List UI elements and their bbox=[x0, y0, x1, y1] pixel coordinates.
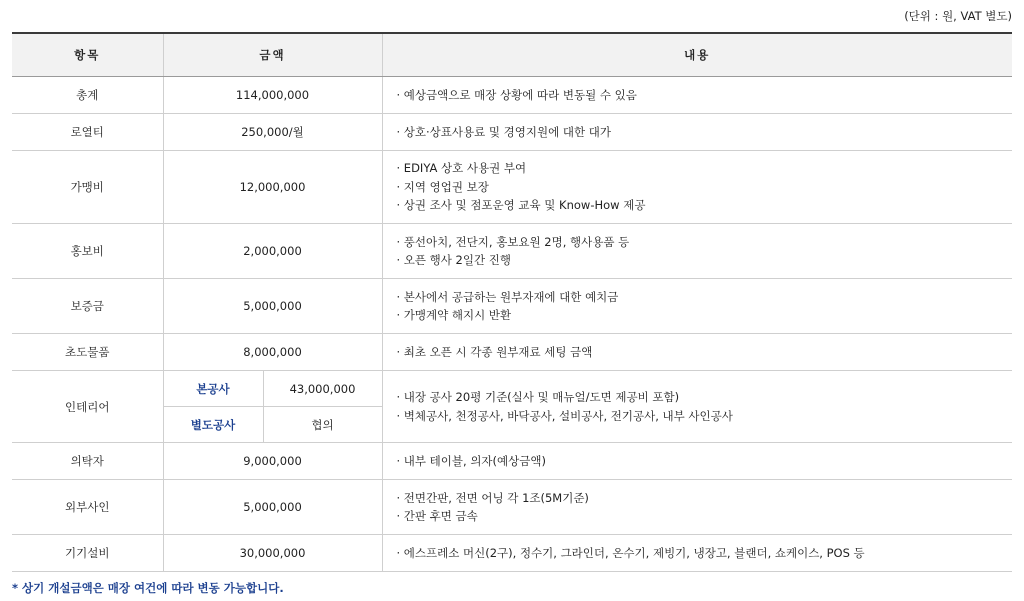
content-line: · 풍선아치, 전단지, 홍보요원 2명, 행사용품 등 bbox=[396, 234, 630, 249]
table-row bbox=[12, 443, 1012, 480]
franchise-cost-table bbox=[12, 32, 1012, 572]
row-amount: 5,000,000 bbox=[163, 279, 382, 334]
row-content bbox=[382, 151, 1012, 224]
row-amount: 250,000/월 bbox=[163, 114, 382, 151]
row-amount: 8,000,000 bbox=[163, 334, 382, 371]
unit-note: (단위 : 원, VAT 별도) bbox=[904, 9, 1012, 23]
sub-label-main-construction: 본공사 bbox=[163, 371, 263, 407]
row-item: 보증금 bbox=[12, 279, 163, 334]
row-item: 가맹비 bbox=[12, 151, 163, 224]
content-line: · 오픈 행사 2일간 진행 bbox=[396, 253, 511, 267]
row-content bbox=[382, 224, 1012, 279]
sub-label-separate-construction: 별도공사 bbox=[163, 407, 263, 443]
content-line: · 가맹계약 해지시 반환 bbox=[396, 308, 512, 322]
footnote: * 상기 개설금액은 매장 여건에 따라 변동 가능합니다. bbox=[12, 581, 284, 595]
content-line: · 지역 영업권 보장 bbox=[396, 179, 489, 194]
content-line: · 내장 공사 20평 기준(실사 및 매뉴얼/도면 제공비 포함) bbox=[396, 390, 680, 404]
row-content bbox=[382, 77, 1012, 114]
content-line: · 상호·상표사용료 및 경영지원에 대한 대가 bbox=[396, 124, 611, 139]
content-line: · 본사에서 공급하는 원부자재에 대한 예치금 bbox=[396, 289, 619, 304]
content-line: · 간판 후면 금속 bbox=[396, 509, 478, 523]
header-content: 내용 bbox=[382, 33, 1012, 77]
row-amount: 9,000,000 bbox=[163, 443, 382, 480]
row-amount: 114,000,000 bbox=[163, 77, 382, 114]
table-row bbox=[12, 77, 1012, 114]
content-line: · 상권 조사 및 점포운영 교육 및 Know-How 제공 bbox=[396, 198, 646, 213]
row-content bbox=[382, 334, 1012, 371]
row-content-interior bbox=[382, 371, 1012, 443]
row-item: 외부사인 bbox=[12, 480, 163, 535]
row-content bbox=[382, 480, 1012, 535]
table-row bbox=[12, 535, 1012, 572]
content-line: · 최초 오픈 시 각종 원부재료 세팅 금액 bbox=[396, 344, 593, 359]
row-item: 홍보비 bbox=[12, 224, 163, 279]
row-item: 의탁자 bbox=[12, 443, 163, 480]
sub-amount-main-construction: 43,000,000 bbox=[263, 371, 382, 407]
row-content bbox=[382, 114, 1012, 151]
content-line: · EDIYA 상호 사용권 부여 bbox=[396, 161, 527, 176]
row-item: 기기설비 bbox=[12, 535, 163, 572]
content-line: · 전면간판, 전면 어닝 각 1조(5M기준) bbox=[396, 490, 589, 505]
row-item: 총계 bbox=[12, 77, 163, 114]
row-amount: 12,000,000 bbox=[163, 151, 382, 224]
table-row bbox=[12, 480, 1012, 535]
content-line: · 내부 테이블, 의자(예상금액) bbox=[396, 453, 546, 468]
content-line: · 예상금액으로 매장 상황에 따라 변동될 수 있음 bbox=[396, 87, 637, 102]
header-amount: 금액 bbox=[163, 33, 382, 77]
row-amount: 30,000,000 bbox=[163, 535, 382, 572]
row-content bbox=[382, 535, 1012, 572]
content-line: · 에스프레소 머신(2구), 정수기, 그라인더, 온수기, 제빙기, 냉장고, 블랜더, 쇼케이스, POS 등 bbox=[396, 545, 865, 560]
table-row bbox=[12, 224, 1012, 279]
row-content bbox=[382, 443, 1012, 480]
row-item-interior: 인테리어 bbox=[12, 371, 163, 443]
row-amount: 2,000,000 bbox=[163, 224, 382, 279]
table-row-interior bbox=[12, 371, 1012, 407]
table-row bbox=[12, 334, 1012, 371]
row-amount: 5,000,000 bbox=[163, 480, 382, 535]
table-row bbox=[12, 151, 1012, 224]
header-item: 항목 bbox=[12, 33, 163, 77]
table-row bbox=[12, 114, 1012, 151]
row-item: 초도물품 bbox=[12, 334, 163, 371]
content-line: · 벽체공사, 천정공사, 바닥공사, 설비공사, 전기공사, 내부 사인공사 bbox=[396, 408, 733, 423]
sub-amount-separate-construction: 협의 bbox=[263, 407, 382, 443]
row-item: 로열티 bbox=[12, 114, 163, 151]
row-content bbox=[382, 279, 1012, 334]
table-row bbox=[12, 279, 1012, 334]
